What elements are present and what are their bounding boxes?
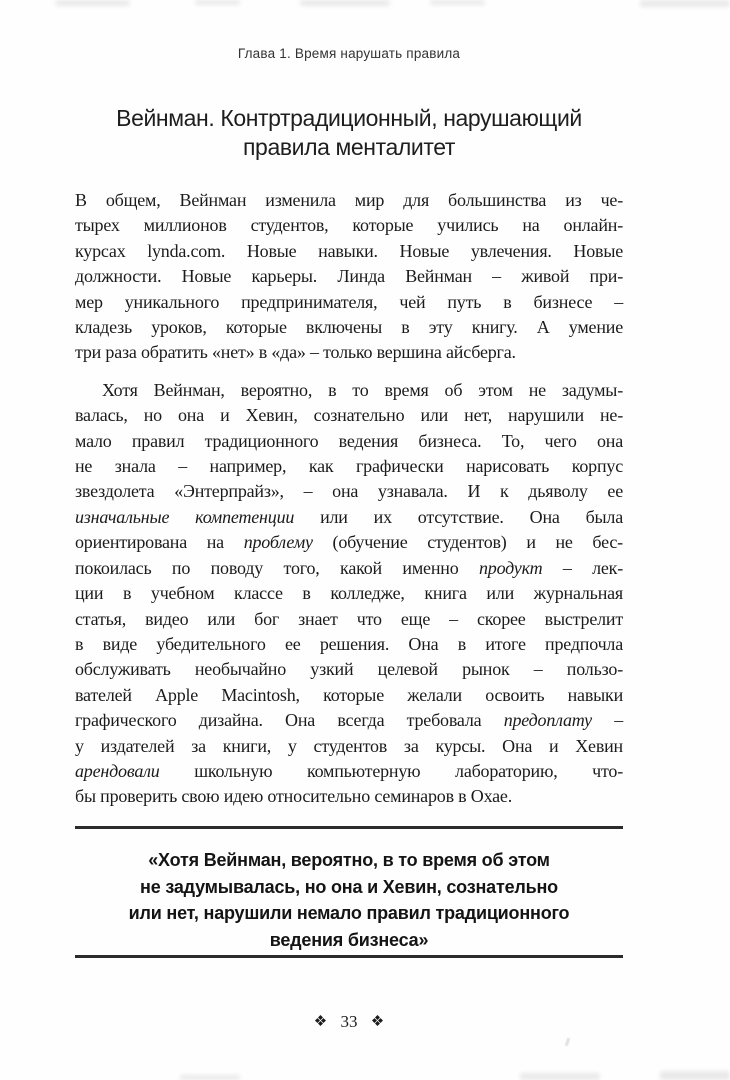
body-line: графического дизайна. Она всегда требовала предоплату –: [75, 710, 624, 731]
scan-smudge: [430, 0, 485, 5]
pull-quote-line: не задумывалась, но она и Хевин, сознательно: [140, 876, 558, 897]
body-line: В общем, Вейнман изменила мир для большинства из че-: [75, 190, 623, 210]
body-line: должности. Новые карьеры. Линда Вейнман – живой при-: [75, 266, 623, 287]
body-line: звездолета «Энтерпрайз», – она узнавала. И к дьяволу ее: [75, 481, 623, 502]
scan-smudge: [300, 0, 390, 6]
section-title-line-2: правила менталитет: [243, 134, 455, 160]
body-line: мало правил традиционного ведения бизнеса. То, чего она: [75, 430, 623, 451]
body-line: кладезь уроков, которые включены в эту книгу. А умение: [75, 317, 623, 338]
body-line: не знала – например, как графически нарисовать корпус: [75, 456, 623, 477]
scan-smudge: [520, 1073, 600, 1080]
section-title-line-1: Вейнман. Контртрадиционный, нарушающий: [116, 105, 582, 131]
body-line: изначальные компетенции или их отсутствие. Она была: [75, 506, 623, 527]
body-line: в виде убедительного ее решения. Она в итоге предпочла: [75, 633, 623, 654]
diamond-ornament-icon: ❖: [370, 1014, 385, 1030]
body-line: статья, видео или бог знает что еще – скорее выстрелит: [75, 608, 623, 629]
scan-speck: [565, 1038, 570, 1047]
body-line: покоилась по поводу того, какой именно продукт – лек-: [75, 557, 624, 578]
pull-quote-line: ведения бизнеса»: [269, 929, 429, 950]
divider-top: [75, 826, 623, 829]
paragraph: [75, 378, 623, 810]
body-line: ориентирована на проблему (обучение студентов) и не бес-: [75, 532, 623, 553]
pull-quote: [75, 847, 623, 953]
scan-smudge: [660, 1071, 730, 1080]
body-line: тырех миллионов студентов, которые учились на онлайн-: [75, 215, 623, 236]
body-line: ции в учебном классе в колледже, книга или журнальная: [75, 583, 623, 604]
scan-smudge: [180, 1075, 240, 1080]
body-line: Хотя Вейнман, вероятно, в то время об этом не задумы-: [102, 379, 623, 400]
body-text: [75, 188, 623, 810]
body-line: бы проверить свою идею относительно семинаров в Охае.: [75, 786, 513, 807]
body-line: вателей Apple Macintosh, которые желали освоить навыки: [75, 684, 623, 705]
body-line: обслуживать необычайно узкий целевой рынок – пользо-: [75, 659, 623, 680]
section-title: [75, 104, 623, 162]
pull-quote-line: «Хотя Вейнман, вероятно, в то время об этом: [148, 850, 550, 870]
diamond-ornament-icon: ❖: [313, 1014, 328, 1030]
pull-quote-line: или нет, нарушили немало правил традиционного: [128, 903, 570, 923]
paragraph: [75, 188, 623, 366]
body-line: три раза обратить «нет» в «да» – только вершина айсберга.: [75, 342, 516, 363]
running-header: Глава 1. Время нарушать правила: [237, 46, 461, 61]
body-line: арендовали школьную компьютерную лабораторию, что-: [75, 760, 623, 781]
scan-smudge: [55, 0, 130, 6]
scan-smudge: [195, 0, 240, 5]
body-line: валась, но она и Хевин, сознательно или нет, нарушили не-: [75, 405, 623, 426]
body-line: у издателей за книги, у студентов за курсы. Она и Хевин: [75, 735, 623, 756]
scan-smudge: [640, 0, 730, 7]
divider-bottom: [75, 955, 623, 958]
body-line: мер уникального предпринимателя, чей путь в бизнесе –: [75, 291, 623, 312]
page-number: 33: [340, 1012, 358, 1031]
page-number-row: [75, 1012, 623, 1032]
body-line: курсах lynda.com. Новые навыки. Новые увлечения. Новые: [75, 240, 623, 261]
